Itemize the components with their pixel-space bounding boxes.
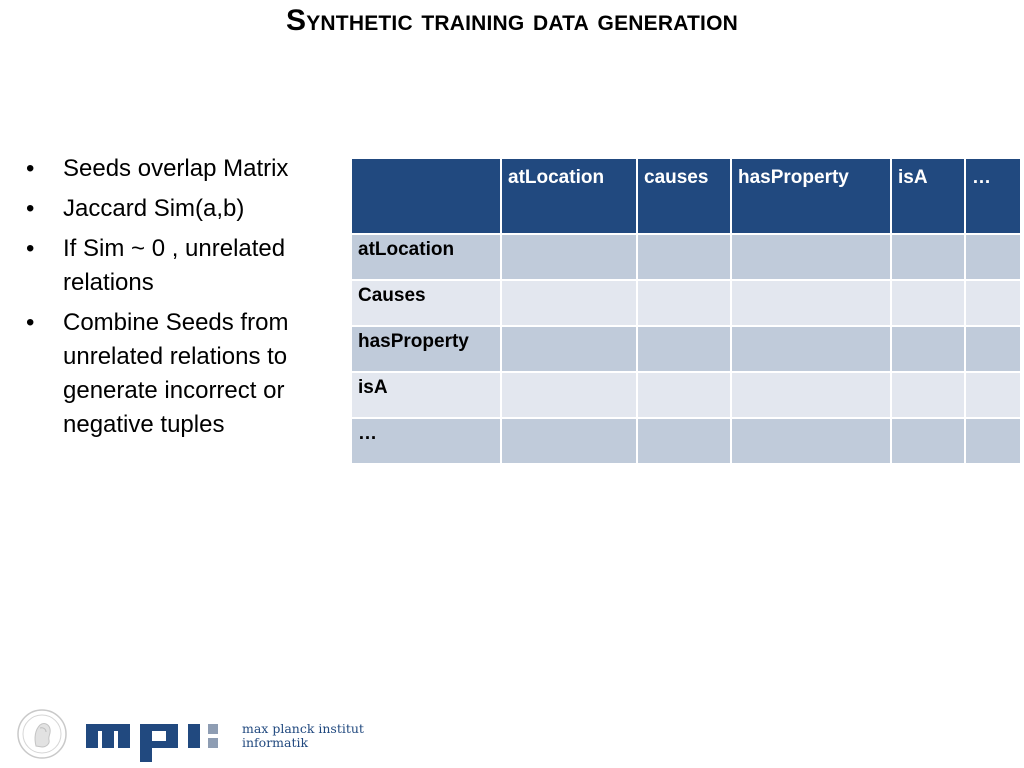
bullet-item: • Seeds overlap Matrix — [26, 155, 289, 182]
column-header: isA — [891, 158, 965, 234]
max-planck-seal-icon — [16, 708, 68, 760]
matrix-cell — [731, 234, 891, 280]
matrix-cell — [501, 372, 637, 418]
matrix-cell — [501, 280, 637, 326]
mpi-logo-icon — [86, 718, 236, 764]
matrix-cell — [637, 326, 731, 372]
matrix-cell — [637, 234, 731, 280]
matrix-row — [351, 372, 1021, 418]
matrix-corner-cell — [351, 158, 501, 234]
matrix-cell — [891, 372, 965, 418]
matrix-cell — [731, 326, 891, 372]
slide-title: Synthetic training data generation — [286, 4, 738, 37]
matrix-cell — [731, 372, 891, 418]
matrix-cell — [501, 234, 637, 280]
matrix-cell — [891, 418, 965, 464]
matrix-cell — [965, 418, 1021, 464]
matrix-cell — [637, 372, 731, 418]
matrix-cell — [891, 280, 965, 326]
column-header: hasProperty — [731, 158, 891, 234]
bullet-item: • Combine Seeds from unrelated relations to generate incorrect or negative tuples — [26, 309, 289, 438]
row-header: … — [351, 418, 501, 464]
matrix-cell — [965, 326, 1021, 372]
matrix-cell — [731, 418, 891, 464]
row-header: hasProperty — [351, 326, 501, 372]
column-header: atLocation — [501, 158, 637, 234]
matrix-cell — [965, 372, 1021, 418]
matrix-cell — [731, 280, 891, 326]
matrix-header-row — [351, 158, 1021, 234]
matrix-cell — [637, 280, 731, 326]
matrix-row — [351, 418, 1021, 464]
row-header: Causes — [351, 280, 501, 326]
matrix-cell — [637, 418, 731, 464]
matrix-row — [351, 234, 1021, 280]
institute-name: max planck institut informatik — [242, 721, 364, 750]
matrix-row — [351, 280, 1021, 326]
bullet-list — [24, 152, 339, 448]
column-header: causes — [637, 158, 731, 234]
bullet-item: • Jaccard Sim(a,b) — [26, 195, 245, 222]
matrix-cell — [891, 326, 965, 372]
seeds-overlap-matrix — [350, 157, 1022, 465]
row-header: isA — [351, 372, 501, 418]
matrix-row — [351, 326, 1021, 372]
column-header: … — [965, 158, 1021, 234]
matrix-cell — [965, 234, 1021, 280]
matrix-cell — [891, 234, 965, 280]
row-header: atLocation — [351, 234, 501, 280]
bullet-item: • If Sim ~ 0 , unrelated relations — [26, 235, 286, 296]
matrix-cell — [501, 418, 637, 464]
matrix-cell — [501, 326, 637, 372]
matrix-cell — [965, 280, 1021, 326]
